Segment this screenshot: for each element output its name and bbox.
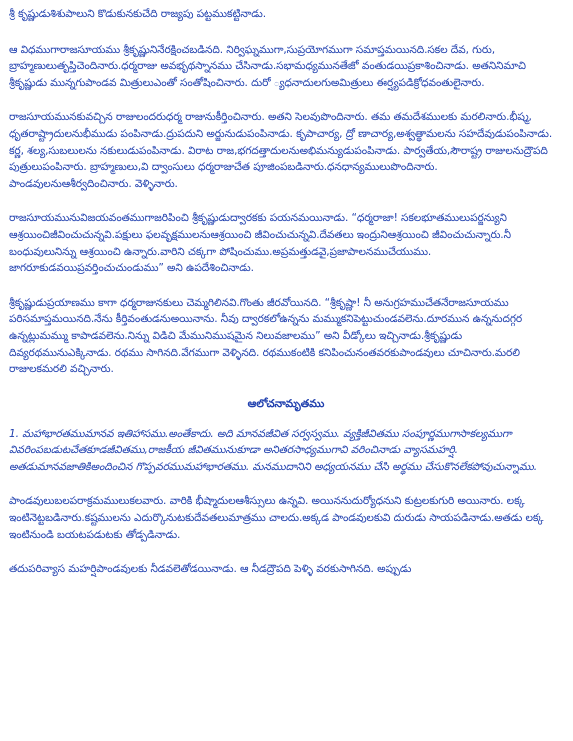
paragraph-3: రాజసూయమునువిజయవంతముగాజరిపించి శ్రీకృష్ణుడుద్వారకకు పయనమయినాడు. “ధర్మరాజా! సకలభూతములుపర్జన్యుని ఆశ్రయించిజీవించుచున్నవి.పక్షులు ఫలవృక్షములనుఆశ్రయించి జీవించుచున్నవి.దేవతలు ఇంద్రునిఆశ్రయించి జీవించుచున్నారు.నీ బంధువులునిన్ను ఆశ్రయించి ఉన్నారు.వారిని చక్కగా పోషించుము.అప్రమత్తుడవై,ప్రజాపాలనముచేయుము. జాగరూకుడవయిప్రవర్తించుచుండుము” అని ఉపదేశించినాడు. [9,212,511,275]
paragraph-4: శ్రీకృష్ణుడుప్రయాణము కాగా ధర్మరాజునకులు చెమ్మగిలినవి.గొంతు జీరవోయినది. “శ్రీకృష్ణా! నీ అనుగ్రహముచేతనేరాజసూయము పరిసమాప్తమయినది.నేను కీర్తివంతుడనుఅయినాను. నీవు ద్వారకలోఉన్నను మమ్ముకనిపెట్టుచుండవలెను.దూరమున ఉన్ననుదగ్గర ఉన్నట్లుమమ్ము కాపాడవలెను.నిన్ను విడిచి మేమునిముషమైన నిలువజాలము” అని వీడ్కోలు ఇచ్చినాడు.శ్రీకృష్ణుడు దివ్యరథమునుఎక్కినాడు. రథము సాగినది.వేగముగా వెళ్ళినది. రథముకంటికి కనిపించునంతవరకుపాండవులు చూచినారు.మరలి రాజులకమరలి వచ్చినారు. [9,296,523,376]
paragraph-6: పాండవులుబలపరాక్రమములుకలవారు. వారికి భీష్మాదులఆశీస్సులు ఉన్నవి. అయిననుదుర్యోధనుని కుట్రలకుగురి అయినారు. లక్క ఇంటినెట్టబడినారు.కష్టములను ఎదుర్కొనుటకుదేవతలుమాత్రము చాలదు.అక్కడ పాండవులకువి దురుడు సాయపడినాడు.అతడు లక్క ఇంటినుండి బయటపడుటకు తోడ్పడినాడు. [9,495,544,541]
title-line: శ్రీ కృష్ణుడుశిశుపాలుని కొడుకునకుచేది రాజ్యపు పట్టముకట్టినాడు. [9,8,266,20]
paragraph-5: 1. మహాభారతముమానవ ఇతిహాసము.అంతేకాదు. అది మానవజీవిత సర్వస్వము. వ్యక్తిజీవితము సంపూర్ణముగాసాకల్యముగా వివరింపబడుటచేతకూడజీవితము,రాజకీయ జీవితమునుకూడా అనితరసాధ్యముగావి వరించినాడు వ్యాసమహర్షి. అతడుమానవజాతికిఅందించిన గొప్పవరముమహాభారతము. మనముదానిని అధ్యయనము చేసి అర్థము చేసుకొనలేకపోవుచున్నాము. [9,427,537,473]
paragraph-2: రాజసూయమునకువచ్చిన రాజులందరుధర్మ రాజునుకీర్తించినారు. అతని సెలవుపొందినారు. తమ తమదేశములకు మరలినారు.భీష్మ, ధృతరాష్ట్రాదులనుభీముడు పంపినాడు.ద్రుపదుని అర్జునుడుపంపినాడు. కృపాచార్య, ద్రో ణాచార్య,అశ్వత్థామలను సహదేవుడుపంపినాడు. కర్ణ, శల్య,సుబలులను నకులుడుపంపినాడు. విరాట రాజ,భగదత్తాదులనుఅభిమన్యుడుపంపినాడు. పార్వతేయ,సౌరాష్ట్ర రాజులనుద్రౌపది పుత్రులుపంపినారు. బ్రాహ్మణులు,వి ద్వాంసులు ధర్మరాజుచేత పూజింపబడినారు.ధనధాన్యములుపొందినారు. పాండవులనుఆశీర్వదించినారు. వెళ్ళినారు. [9,111,553,190]
section-heading: ఆలోచనామృతము [247,396,325,410]
paragraph-7: తదుపరివ్యాస మహర్షిపాండవులకు నీడవలెతోడయినాడు. ఆ నీడద్రౌపది పెళ్ళి వరకుసాగినది. అప్పుడు [9,563,412,576]
paragraph-1: ఆ విధముగారాజసూయము శ్రీకృష్ణునినేరక్షించబడినది. నిర్విఘ్నముగా,సుప్రయోగముగా సమాప్తమయినది.సకల దేవ, గురు, బ్రాహ్మణులుతృప్తిచెందినారు.ధర్మరాజు అవభృథస్నానము చేసినాడు.సభామధ్యమునతేజో వంతుడయిప్రకాశించినాడు. అతనినిమాచి శ్రీకృష్ణుడు మున్నగుపాండవ మిత్రులుఎంతో సంతోషించినారు. దురో ్యధనాదులగుఅమిత్రులు ఈర్ష్యపడిక్రోధవంతులైనారు. [9,43,526,89]
